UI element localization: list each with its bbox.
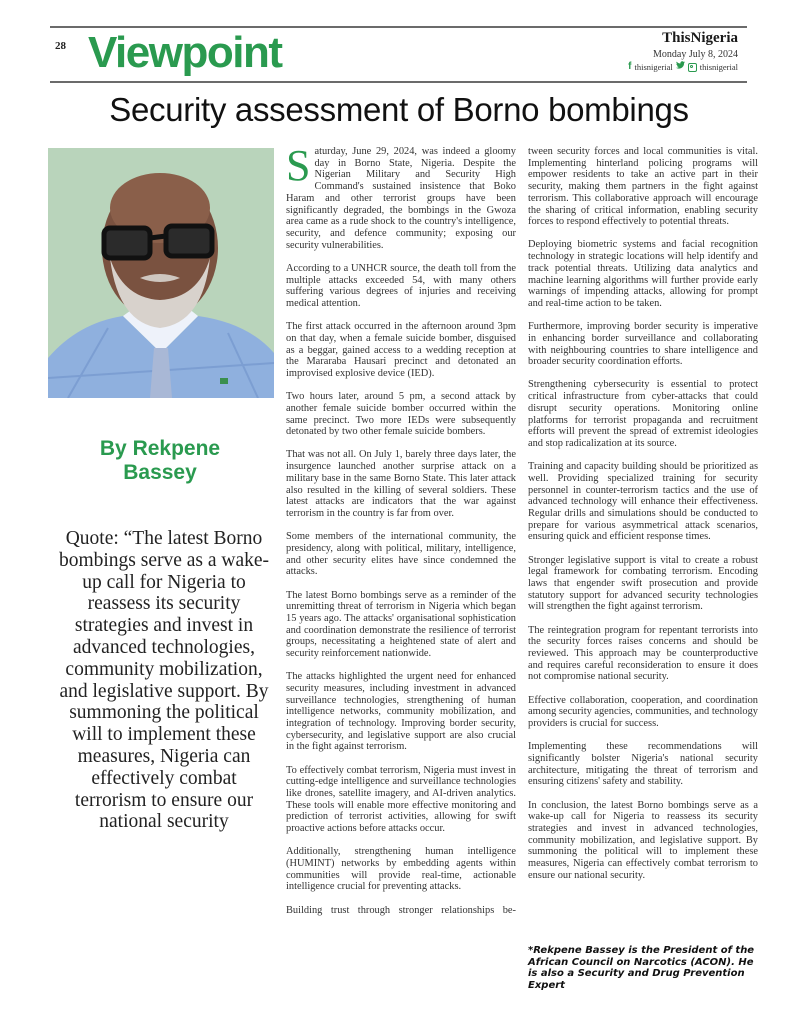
twitter-icon[interactable]: [676, 61, 685, 73]
paragraph: Saturday, June 29, 2024, was indeed a gloomy day in Borno State, Nigeria. Despite the Nigerian Military and Security High Command's sustained insistence that Boko Haram and other terrorist groups have been significantly degraded, the bombings in the Gwoza area came as a rude shock to the country's intelligence, security, and defence community; exposing our security vulnerabilities.: [286, 141, 516, 251]
author-byline: [40, 437, 280, 485]
paragraph: To effectively combat terrorism, Nigeria must invest in cutting-edge intelligence and surveillance technologies like drones, satellite imagery, and AI-driven analytics. These tools will enable more effective monitoring and prediction of terrorist activities, allowing for swift proactive actions before attacks occur.: [286, 764, 516, 835]
facebook-icon[interactable]: f: [628, 61, 632, 72]
publication-date: Monday July 8, 2024: [653, 49, 738, 60]
paragraph: In conclusion, the latest Borno bombings serve as a wake-up call for Nigeria to reassess its security strategies and invest in advanced technologies, community mobilization, and legislative support. By summoning the political will to implement these measures, Nigeria can effectively combat terrorism to ensure our national security.: [528, 799, 758, 881]
paragraph: Additionally, strengthening human intelligence (HUMINT) networks by embedding agents within communities will provide real-time, actionable intelligence crucial for preventing attacks.: [286, 846, 516, 893]
paragraph: Deploying biometric systems and facial recognition technology in strategic locations will help identify and track potential threats. Utilizing data analytics and machine learning algorithms will further provide early warnings of impending attacks, allowing for prompt and real-time action to be taken.: [528, 239, 758, 309]
paragraph: Furthermore, improving border security is imperative in enhancing border surveillance and collaborating with neighbouring countries to share intelligence and broader security coordination efforts.: [528, 321, 758, 368]
instagram-icon[interactable]: [688, 63, 697, 72]
section-title: Viewpoint: [88, 28, 282, 77]
paragraph: Building trust through stronger relationships be-: [286, 904, 516, 916]
paragraph: Strengthening cybersecurity is essential to protect critical infrastructure from cyber-attacks that could disrupt security operations. Monitoring online platforms for terrorist propaganda and recruitment efforts will prevent the spread of extremist ideologies and stop radicalization at its source.: [528, 379, 758, 449]
header-bottom-rule: [50, 81, 747, 83]
byline-line-1: By Rekpene: [99, 437, 221, 460]
pull-quote: Quote: “The latest Borno bombings serve as a wake-up call for Nigeria to reassess its security strategies and invest in advanced technologies, community mobilization, and legislative support. By summoning the political will to implement these measures, Nigeria can effectively combat terrorism to ensure our national security: [58, 528, 270, 833]
paragraph: tween security forces and local communities is vital. Implementing hinterland policing programs will empower residents to take an active part in their security, making them partners in the fight against terrorism. This collaborative approach will encourage the sharing of critical information, enabling security forces to respond effectively to potential threats.: [528, 146, 758, 228]
paragraph: That was not all. On July 1, barely three days later, the insurgence launched another surprise attack on a military base in the same Borno State. This later attack also resulted in the killing of several soldiers. These latest attacks are indicators that the war against terrorism in the country is far from over.: [286, 449, 516, 519]
body-column-1: [286, 141, 516, 928]
author-photo: [48, 148, 274, 398]
paragraph: Stronger legislative support is vital to create a robust legal framework for combating terrorism. Encoding laws that engender swift prosecution and provide statutory support for advanced security technologies will strengthen the fight against terrorism.: [528, 554, 758, 613]
paragraph: Training and capacity building should be prioritized as well. Providing specialized training for security personnel in counter-terrorism tactics and the use of advanced technology will enhance their effectiveness. Regular drills and simulations should be conducted to prepare for various asymmetrical attack scenarios, ensuring quick and efficient response times.: [528, 461, 758, 543]
author-bio: *Rekpene Bassey is the President of the African Council on Narcotics (ACON). He is also a Security and Drug Prevention Expert: [528, 945, 755, 991]
paragraph: The attacks highlighted the urgent need for enhanced security measures, including investment in advanced surveillance technologies, strengthening of human intelligence networks, community mobilization, and integration of technology. Improving border security, cybersecurity, and legislative support are also crucial in the fight against terrorism.: [286, 671, 516, 753]
paragraph: The latest Borno bombings serve as a reminder of the unremitting threat of terrorism in Nigeria which began 15 years ago. The attacks' organisational sophistication and coordination demonstrate the resilience of terrorist groups, necessitating a heightened state of alert and security reinforcement nationwide.: [286, 589, 516, 660]
drop-cap: S: [286, 141, 311, 190]
instagram-handle[interactable]: thisnigerial: [699, 62, 738, 72]
byline-line-2: Bassey: [123, 461, 197, 484]
paragraph: The reintegration program for repentant terrorists into the security forces raises concerns and should be reviewed. This approach may be counterproductive and requires careful reconsideration to ensure it does not compromise national security.: [528, 624, 758, 683]
paragraph: Two hours later, around 5 pm, a second attack by another female suicide bomber occurred within the same precinct. Two more IEDs were subsequently detonated by two other female suicide bombers.: [286, 391, 516, 438]
page-number: 28: [55, 40, 66, 52]
social-handles: [628, 61, 738, 73]
author-portrait-illustration: [48, 148, 274, 398]
article-headline: Security assessment of Borno bombings: [109, 91, 689, 128]
paragraph: According to a UNHCR source, the death toll from the multiple attacks exceeded 54, with many others suffering various degrees of injuries and receiving medical attention.: [286, 262, 516, 309]
paragraph: The first attack occurred in the afternoon around 3pm on that day, when a female suicide bomber, disguised as a beggar, gained access to a wedding reception at the Mararaba Hausari precinct and detonated an improvised explosive device (IED).: [286, 321, 516, 379]
facebook-handle[interactable]: thisnigerial: [634, 62, 673, 72]
publication-name: ThisNigeria: [662, 30, 738, 46]
body-column-2: [528, 146, 758, 893]
paragraph: Effective collaboration, cooperation, and coordination among security agencies, communities, and technology providers is crucial for success.: [528, 694, 758, 730]
paragraph: Implementing these recommendations will significantly bolster Nigeria's national security architecture, mitigating the threat of terrorism and ensuring citizens' safety and stability.: [528, 741, 758, 788]
masthead: [628, 30, 738, 73]
paragraph: Some members of the international community, the presidency, along with political, military, intelligence, and other security elites have since condemned the attacks.: [286, 531, 516, 578]
